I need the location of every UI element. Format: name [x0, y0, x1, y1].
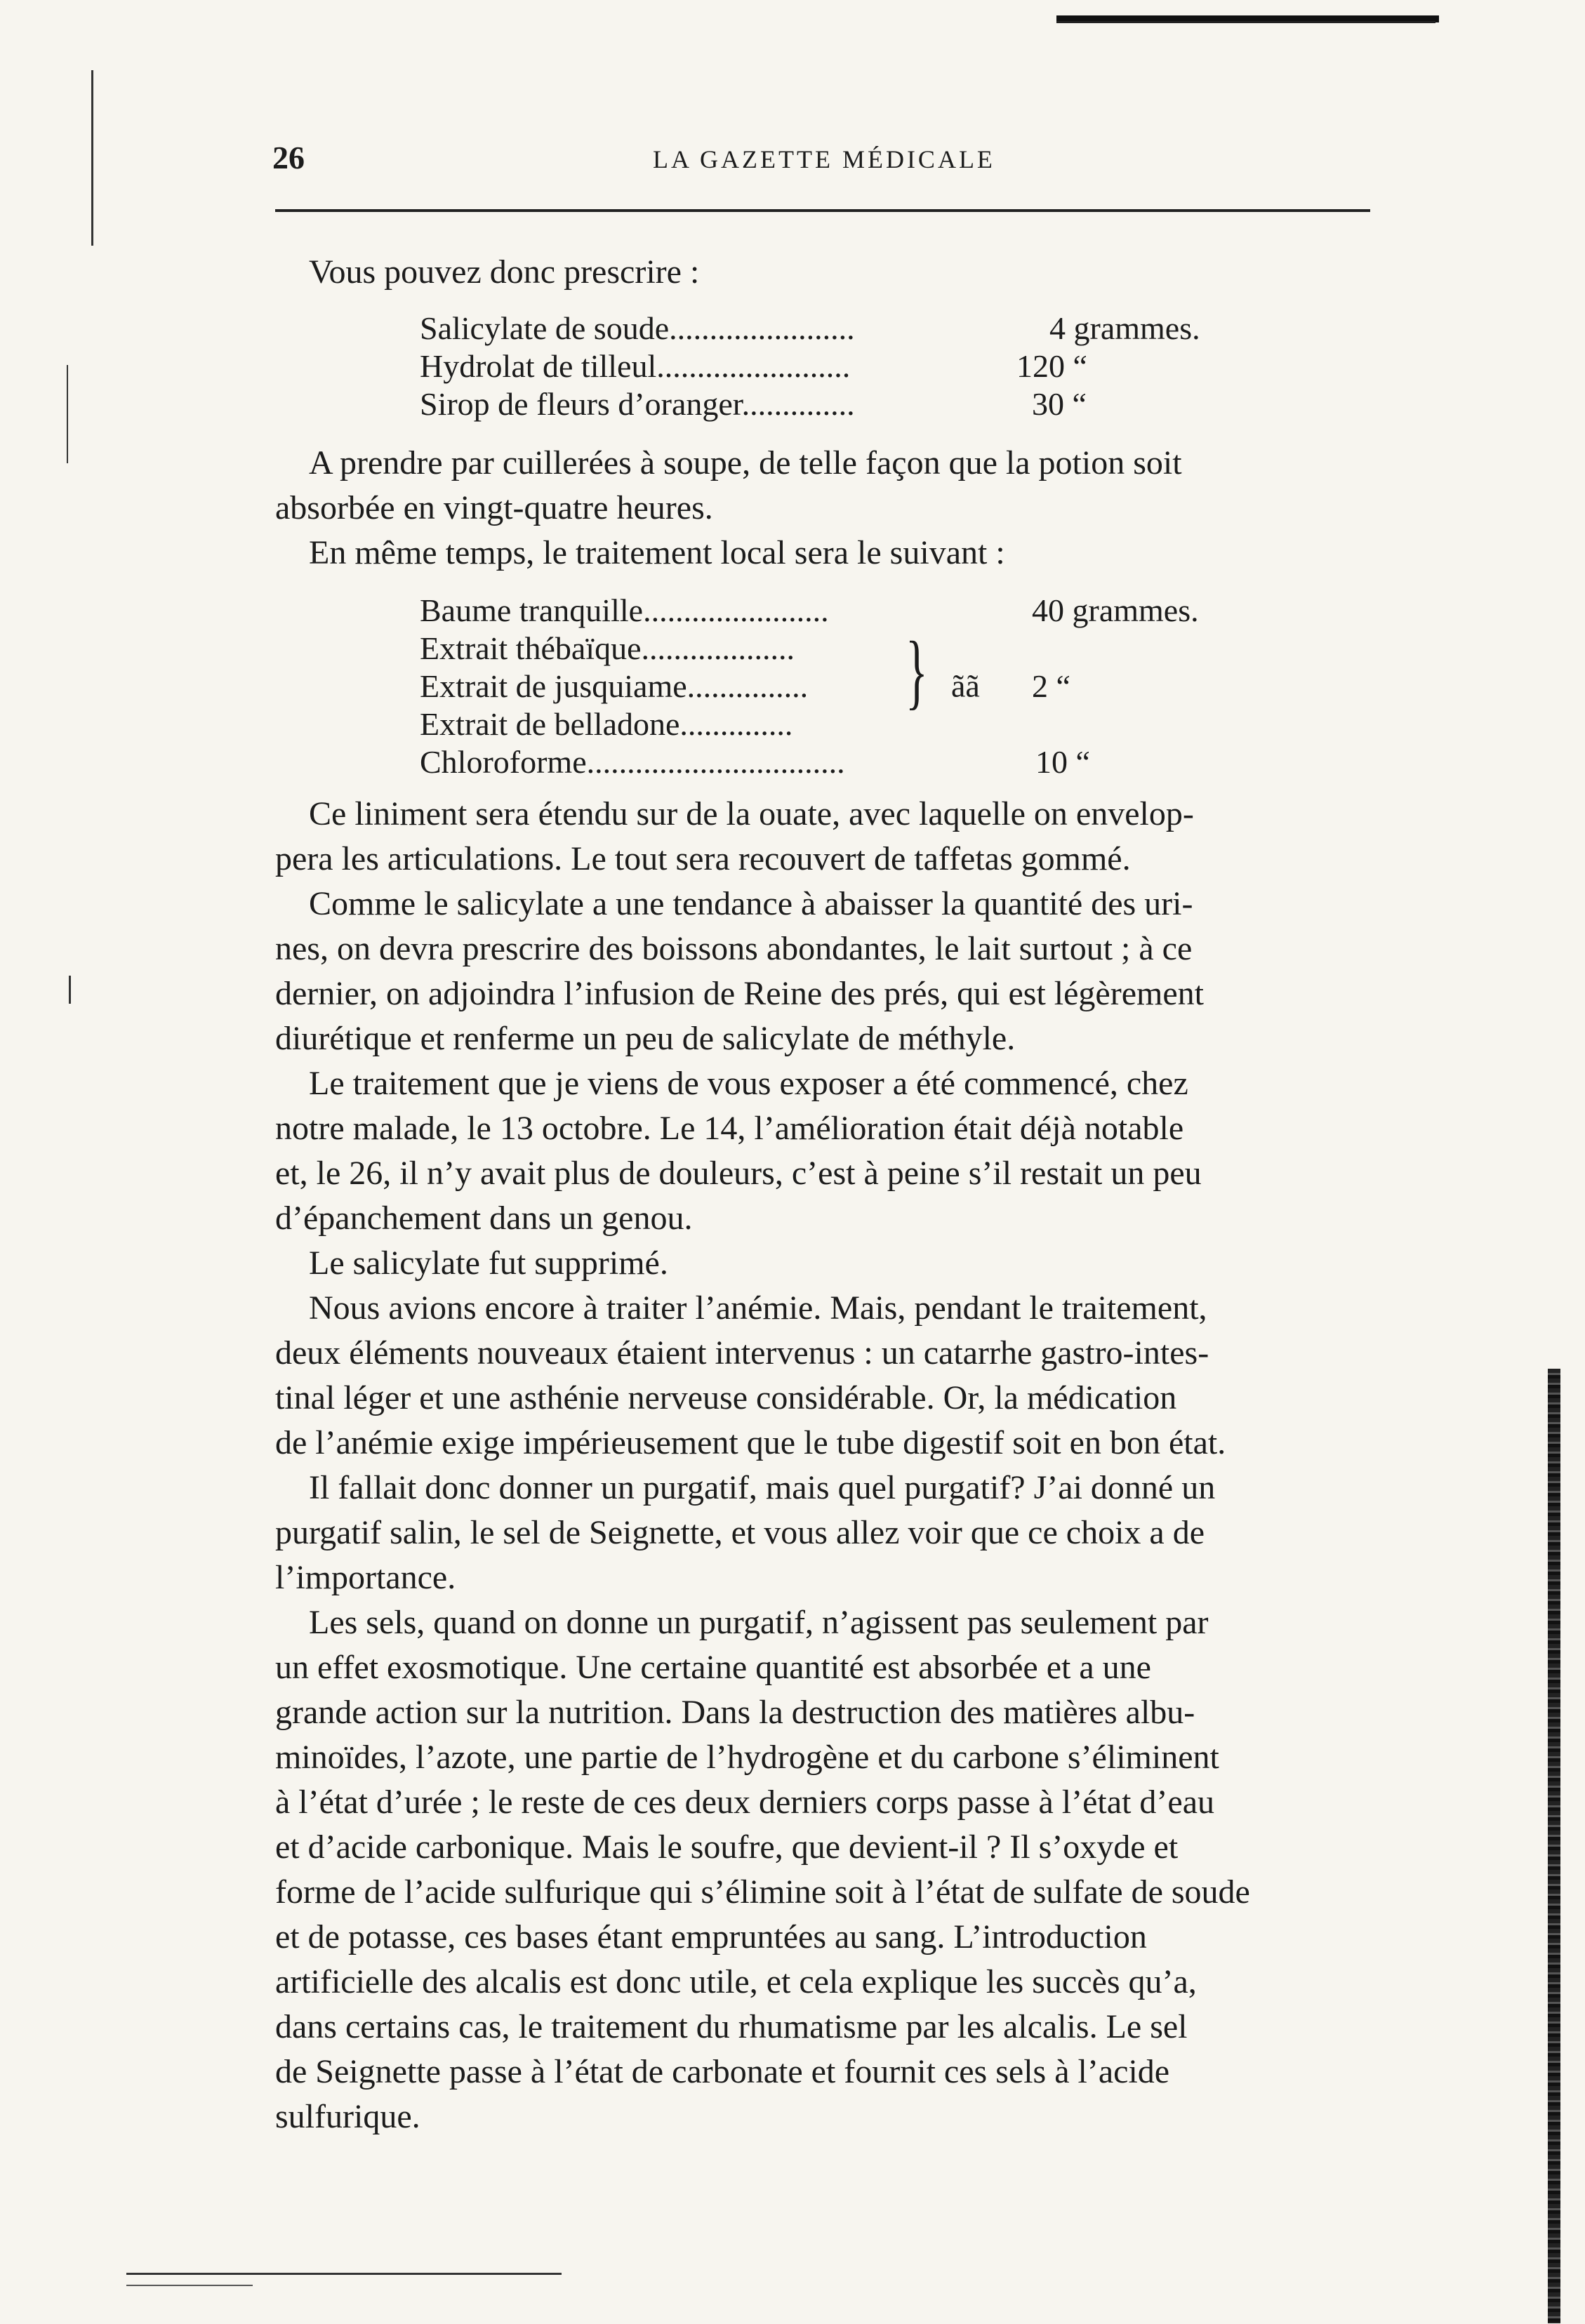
rx2-qty: 10 “	[1035, 744, 1090, 780]
text-line: En même temps, le traitement local sera le suivant :	[309, 534, 1005, 571]
scan-right-edge	[1548, 1369, 1560, 2323]
text-line: et de potasse, ces bases étant empruntées au sang. L’introduction	[275, 1918, 1147, 1956]
bottom-scan-rule	[126, 2285, 253, 2286]
text-line: de l’anémie exige impérieusement que le tube digestif soit en bon état.	[275, 1424, 1226, 1461]
text-line: l’importance.	[275, 1559, 456, 1596]
scan-margin-mark	[69, 976, 71, 1004]
text-line: et, le 26, il n’y avait plus de douleurs, c’est à peine s’il restait un peu	[275, 1155, 1202, 1192]
text-line: Le traitement que je viens de vous exposer a été commencé, chez	[309, 1065, 1188, 1102]
text-line: Comme le salicylate a une tendance à abaisser la quantité des uri-	[309, 885, 1193, 922]
text-line: à l’état d’urée ; le reste de ces deux derniers corps passe à l’état d’eau	[275, 1784, 1214, 1821]
text-line: d’épanchement dans un genou.	[275, 1200, 693, 1237]
text-line: dernier, on adjoindra l’infusion de Reine des prés, qui est légèrement	[275, 975, 1204, 1012]
text-line: minoïdes, l’azote, une partie de l’hydrogène et du carbone s’éliminent	[275, 1739, 1219, 1776]
scan-top-bar-thin	[1056, 21, 1435, 23]
text-line: dans certains cas, le traitement du rhumatisme par les alcalis. Le sel	[275, 2008, 1188, 2045]
text-line: Il fallait donc donner un purgatif, mais quel purgatif? J’ai donné un	[309, 1469, 1216, 1506]
text-line: notre malade, le 13 octobre. Le 14, l’amélioration était déjà notable	[275, 1110, 1184, 1147]
rx2-item: Extrait de belladone..............	[420, 706, 793, 742]
brace-glyph: }	[906, 624, 928, 717]
text-line: absorbée en vingt-quatre heures.	[275, 489, 713, 526]
text-line: et d’acide carbonique. Mais le soufre, que devient-il ? Il s’oxyde et	[275, 1828, 1179, 1866]
rx1-qty: 30 “	[1032, 386, 1087, 422]
text-line: purgatif salin, le sel de Seignette, et vous allez voir que ce choix a de	[275, 1514, 1205, 1551]
aa-marker: ãã	[951, 668, 980, 704]
text-line: sulfurique.	[275, 2098, 420, 2135]
text-line: pera les articulations. Le tout sera recouvert de taffetas gommé.	[275, 840, 1131, 877]
text-line: Les sels, quand on donne un purgatif, n’agissent pas seulement par	[309, 1604, 1209, 1641]
rx2-item: Chloroforme................................	[420, 744, 845, 780]
text-line: deux éléments nouveaux étaient intervenus : un catarrhe gastro-intes-	[275, 1334, 1209, 1372]
rx1-item: Hydrolat de tilleul........................	[420, 348, 851, 384]
text-line: nes, on devra prescrire des boissons abondantes, le lait surtout ; à ce	[275, 930, 1193, 967]
scan-margin-mark	[91, 70, 93, 246]
rx2-item: Baume tranquille.......................	[420, 592, 829, 628]
intro-line: Vous pouvez donc prescrire :	[309, 253, 700, 291]
rx2-qty: 2 “	[1032, 668, 1070, 704]
rx1-item: Sirop de fleurs d’oranger..............	[420, 386, 855, 422]
rx1-qty: 120 “	[1016, 348, 1087, 384]
text-line: de Seignette passe à l’état de carbonate et fournit ces sels à l’acide	[275, 2053, 1170, 2090]
rx1-item: Salicylate de soude.......................	[420, 310, 855, 346]
text-line: tinal léger et une asthénie nerveuse considérable. Or, la médication	[275, 1379, 1177, 1416]
running-title: LA GAZETTE MÉDICALE	[653, 145, 995, 173]
text-line: Le salicylate fut supprimé.	[309, 1244, 668, 1282]
text-line: grande action sur la nutrition. Dans la destruction des matières albu-	[275, 1694, 1195, 1731]
rx1-qty: 4 grammes.	[1049, 310, 1200, 346]
scan-margin-mark	[67, 365, 68, 463]
rx2-qty: 40 grammes.	[1032, 592, 1199, 628]
rx2-item: Extrait de jusquiame...............	[420, 668, 809, 704]
text-line: diurétique et renferme un peu de salicylate de méthyle.	[275, 1020, 1016, 1057]
text-line: un effet exosmotique. Une certaine quantité est absorbée et a une	[275, 1649, 1151, 1686]
text-line: artificielle des alcalis est donc utile, et cela explique les succès qu’a,	[275, 1963, 1197, 2000]
text-line: forme de l’acide sulfurique qui s’élimine soit à l’état de sulfate de soude	[275, 1873, 1250, 1911]
rx2-item: Extrait thébaïque...................	[420, 630, 795, 666]
bottom-scan-rule	[126, 2273, 562, 2275]
text-line: A prendre par cuillerées à soupe, de telle façon que la potion soit	[309, 444, 1182, 482]
text-line: Nous avions encore à traiter l’anémie. Mais, pendant le traitement,	[309, 1289, 1207, 1327]
page-number: 26	[272, 140, 305, 175]
text-line: Ce liniment sera étendu sur de la ouate, avec laquelle on envelop-	[309, 795, 1194, 832]
header-rule	[275, 209, 1370, 212]
